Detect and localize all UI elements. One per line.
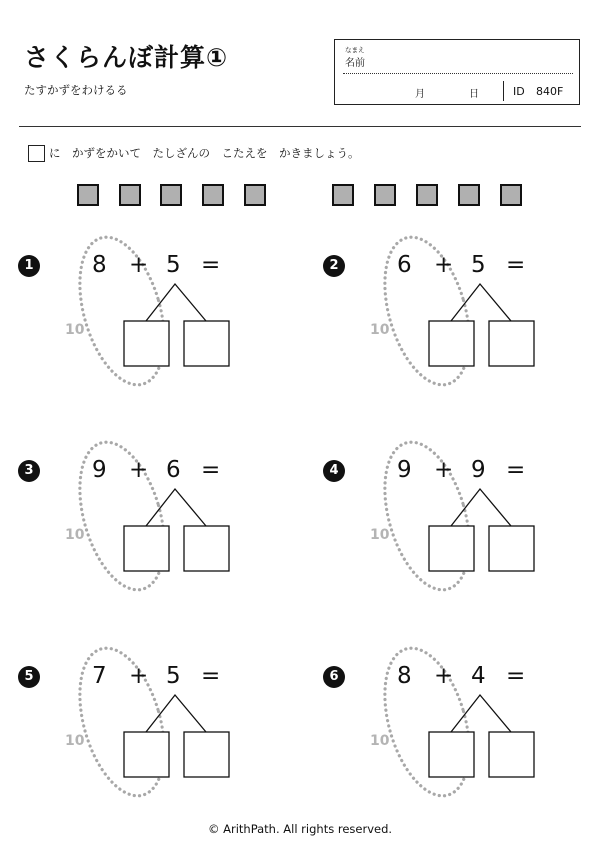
name-label: 名前 — [345, 58, 365, 69]
copyright-footer: © ArithPath. All rights reserved. — [207, 822, 393, 836]
split-box-left[interactable] — [429, 321, 474, 366]
equals-sign: = — [201, 252, 221, 278]
equals-sign: = — [506, 457, 526, 483]
equals-sign: = — [506, 252, 526, 278]
addend-b: 6 — [166, 457, 181, 483]
addend-b: 4 — [471, 663, 486, 689]
make-ten-ellipse — [370, 432, 485, 599]
ten-hint: 10 — [370, 733, 390, 749]
problem-number: 4 — [323, 460, 345, 482]
addend-b: 9 — [471, 457, 486, 483]
split-box-right[interactable] — [184, 732, 229, 777]
make-ten-ellipse — [65, 227, 180, 394]
make-ten-ellipse — [65, 432, 180, 599]
id-label: ID — [513, 85, 525, 98]
addend-b: 5 — [471, 252, 486, 278]
equals-sign: = — [201, 663, 221, 689]
problem-number: 5 — [18, 666, 40, 688]
split-box-right[interactable] — [489, 526, 534, 571]
id-value: 840F — [536, 85, 564, 98]
addend-a: 9 — [92, 457, 107, 483]
split-box-left[interactable] — [429, 526, 474, 571]
addend-a: 9 — [397, 457, 412, 483]
month-label: 月 — [415, 89, 425, 100]
addend-a: 8 — [92, 252, 107, 278]
name-ruby: なまえ — [345, 46, 365, 54]
addend-b: 5 — [166, 663, 181, 689]
ten-hint: 10 — [370, 322, 390, 338]
addend-a: 7 — [92, 663, 107, 689]
make-ten-ellipse — [370, 638, 485, 805]
instruction-text: に かずをかいて たしざんの こたえを かきましょう。 — [49, 146, 360, 160]
page-title: さくらんぼ計算① — [24, 43, 229, 72]
split-box-right[interactable] — [489, 732, 534, 777]
split-box-right[interactable] — [184, 526, 229, 571]
make-ten-ellipse — [370, 227, 485, 394]
day-label: 日 — [469, 89, 479, 100]
problem-number: 6 — [323, 666, 345, 688]
equals-sign: = — [201, 457, 221, 483]
equals-sign: = — [506, 663, 526, 689]
ten-hint: 10 — [65, 733, 85, 749]
split-box-right[interactable] — [489, 321, 534, 366]
split-box-left[interactable] — [124, 321, 169, 366]
page-subtitle: たすかずをわけるる — [24, 83, 128, 97]
plus-sign: + — [129, 457, 149, 483]
addend-a: 8 — [397, 663, 412, 689]
plus-sign: + — [434, 252, 454, 278]
make-ten-ellipse — [65, 638, 180, 805]
split-box-left[interactable] — [124, 732, 169, 777]
ten-hint: 10 — [370, 527, 390, 543]
plus-sign: + — [129, 663, 149, 689]
plus-sign: + — [434, 663, 454, 689]
addend-b: 5 — [166, 252, 181, 278]
plus-sign: + — [129, 252, 149, 278]
split-box-left[interactable] — [124, 526, 169, 571]
ten-hint: 10 — [65, 322, 85, 338]
problem-number: 1 — [18, 255, 40, 277]
problem-number: 3 — [18, 460, 40, 482]
split-box-right[interactable] — [184, 321, 229, 366]
problem-number: 2 — [323, 255, 345, 277]
addend-a: 6 — [397, 252, 412, 278]
plus-sign: + — [434, 457, 454, 483]
split-box-left[interactable] — [429, 732, 474, 777]
ten-hint: 10 — [65, 527, 85, 543]
